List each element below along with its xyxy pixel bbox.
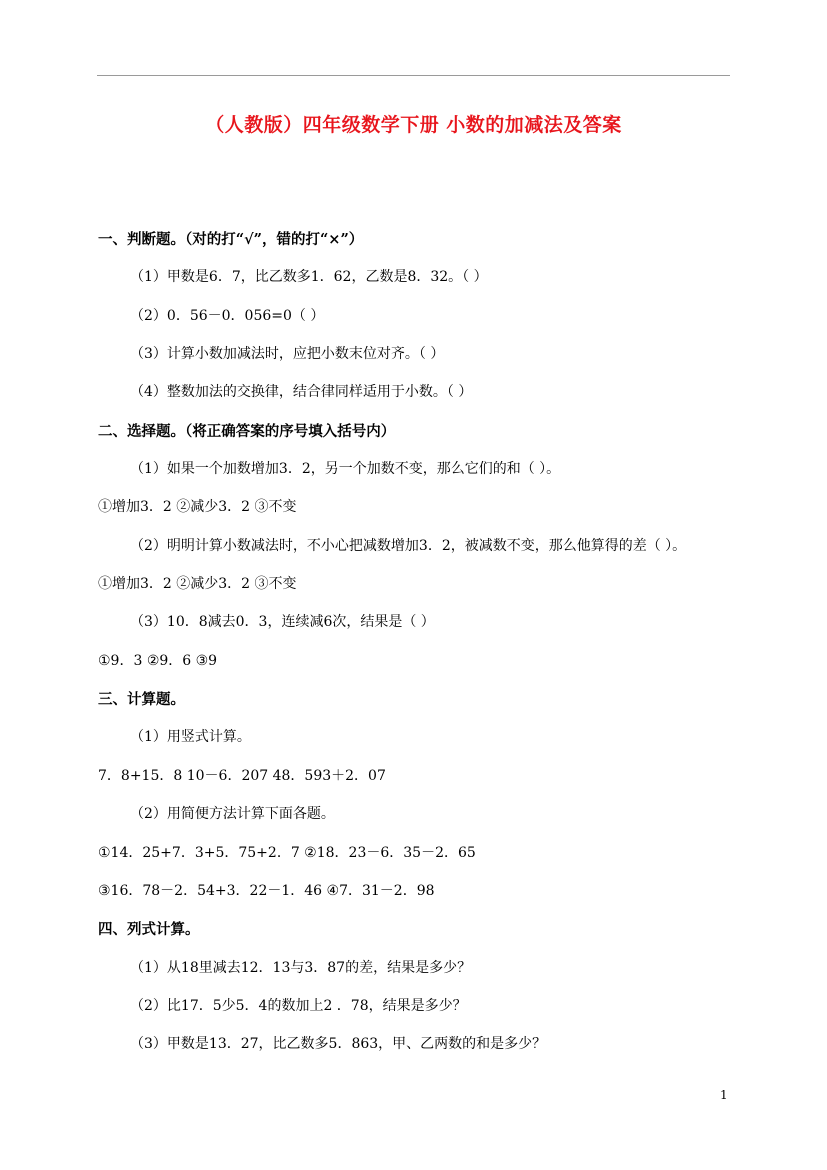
expression-line: ③16．78－2．54+3．22－1．46 ④7．31－2．98	[98, 883, 435, 899]
options-line: ①9．3 ②9．6 ③9	[98, 653, 218, 669]
question-line: （1）从18里减去12．13与3．87的差，结果是多少？	[130, 960, 472, 976]
question-line: （1）用竖式计算。	[130, 729, 251, 745]
question-line: （3）甲数是13．27，比乙数多5．863，甲、乙两数的和是多少？	[130, 1036, 547, 1052]
options-line: ①增加3．2 ②减少3．2 ③不变	[98, 499, 297, 515]
page-number: 1	[720, 1088, 728, 1102]
question-line: （2）用简便方法计算下面各题。	[130, 806, 335, 822]
question-line: （2）比17．5少5．4的数加上2 ．78，结果是多少？	[130, 998, 467, 1014]
section-heading-calculation: 三、计算题。	[98, 691, 185, 708]
question-line: （3）10．8减去0．3，连续减6次，结果是（ ）	[130, 614, 435, 630]
expression-line: ①14．25+7．3+5．75+2．7 ②18．23－6．35－2．65	[98, 845, 476, 861]
expression-line: 7．8+15．8 10－6．207 48．593＋2．07	[98, 768, 386, 784]
document-title: （人教版）四年级数学下册 小数的加减法及答案	[205, 114, 622, 136]
options-line: ①增加3．2 ②减少3．2 ③不变	[98, 576, 297, 592]
header-rule	[97, 75, 730, 76]
section-heading-equation: 四、列式计算。	[98, 921, 200, 938]
question-line: （2）明明计算小数减法时，不小心把减数增加3．2，被减数不变，那么他算得的差（ ）。	[130, 538, 687, 554]
question-line: （1）甲数是6．7，比乙数多1．62，乙数是8．32。（ ）	[130, 269, 488, 285]
question-line: （3）计算小数加减法时，应把小数末位对齐。（ ）	[130, 346, 445, 362]
question-line: （2）0．56－0．056=0（ ）	[130, 308, 325, 324]
section-heading-judgment: 一、判断题。（对的打“√”，错的打“×”）	[98, 231, 364, 248]
question-line: （1）如果一个加数增加3．2，另一个加数不变，那么它们的和（ ）。	[130, 461, 561, 477]
question-line: （4）整数加法的交换律，结合律同样适用于小数。（ ）	[130, 384, 473, 400]
section-heading-choice: 二、选择题。（将正确答案的序号填入括号内）	[98, 423, 396, 440]
